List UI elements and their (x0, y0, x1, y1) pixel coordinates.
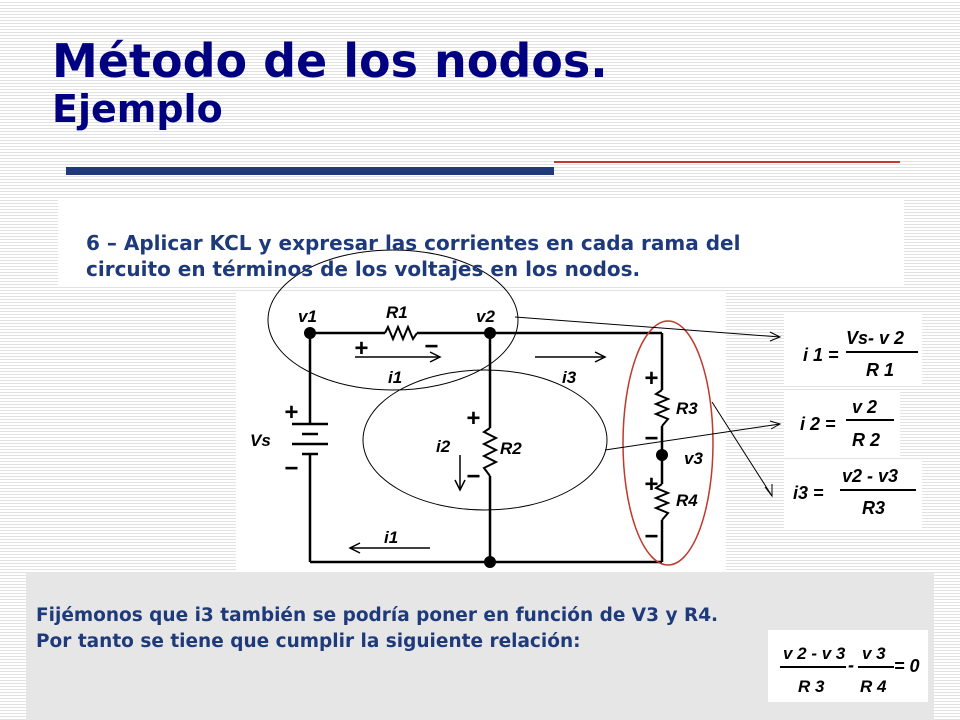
step-6-text (86, 230, 886, 282)
r3-minus-sign: − (644, 425, 659, 452)
r3-plus-sign: + (644, 365, 659, 392)
step-line-1: 6 – Aplicar KCL y expresar las corrientes en cada rama del (86, 231, 741, 255)
resistor-r2-label: R2 (500, 439, 522, 458)
r2-minus-sign: − (466, 463, 481, 490)
step-line-2: circuito en términos de los voltajes en los nodos. (86, 257, 641, 281)
eq-i2-numerator: v 2 (852, 397, 878, 417)
r2-plus-sign: + (466, 405, 481, 432)
title-line-2: Ejemplo (52, 86, 223, 131)
resistor-r3-label: R3 (676, 399, 698, 418)
relation-denominator-2: R 4 (860, 677, 887, 696)
eq-i3-denominator: R3 (862, 498, 886, 518)
current-i1-bottom-label: i1 (384, 528, 399, 547)
pointer-arrows (515, 317, 780, 496)
eq-i1-denominator: R 1 (866, 360, 895, 380)
relation-numerator-2: v 3 (862, 644, 886, 663)
current-i2-label: i2 (436, 437, 451, 456)
node-v1-dot (304, 327, 316, 339)
current-i3-label: i3 (562, 368, 577, 387)
resistor-r2-symbol (484, 428, 496, 476)
resistor-r3-symbol (656, 390, 668, 426)
relation-numerator-1: v 2 - v 3 (783, 644, 846, 663)
note-line-2: Por tanto se tiene que cumplir la siguiente relación: (36, 631, 581, 652)
node-v2-ellipse (363, 370, 607, 510)
resistor-r1-symbol (385, 327, 417, 339)
eq-i3-numerator: v2 - v3 (842, 466, 899, 486)
resistor-r1-label: R1 (386, 303, 408, 322)
node-v2-dot (484, 327, 496, 339)
node-v1-label: v1 (298, 307, 317, 326)
node-v2-label: v2 (476, 307, 495, 326)
r4-minus-sign: − (644, 523, 659, 550)
relation-rhs: = 0 (894, 656, 920, 676)
eq-i2-denominator: R 2 (852, 430, 881, 450)
relation-minus-op: - (848, 655, 854, 675)
current-i1-top-label: i1 (388, 368, 403, 387)
r1-plus-sign: + (354, 335, 369, 362)
eq-i3-lhs: i3 = (793, 483, 824, 503)
eq-i1-lhs: i 1 = (803, 345, 839, 365)
note-text (36, 603, 936, 655)
r1-minus-sign: − (424, 333, 439, 360)
eq-i2-lhs: i 2 = (800, 414, 836, 434)
source-vs-label: Vs (250, 431, 271, 450)
resistor-r4-label: R4 (676, 491, 698, 510)
branch-r3-r4-ellipse (623, 321, 713, 565)
ground-node-dot (484, 556, 496, 568)
vs-plus-sign: + (284, 399, 299, 426)
relation-denominator-1: R 3 (798, 677, 825, 696)
note-line-1: Fijémonos que i3 también se podría poner en función de V3 y R4. (36, 605, 719, 626)
r4-plus-sign: + (644, 471, 659, 498)
node-v3-label: v3 (684, 449, 703, 468)
title-line-1: Método de los nodos. (52, 34, 608, 88)
voltage-source-symbol (292, 424, 328, 454)
vs-minus-sign: − (284, 455, 299, 482)
eq-i1-numerator: Vs- v 2 (846, 328, 905, 348)
